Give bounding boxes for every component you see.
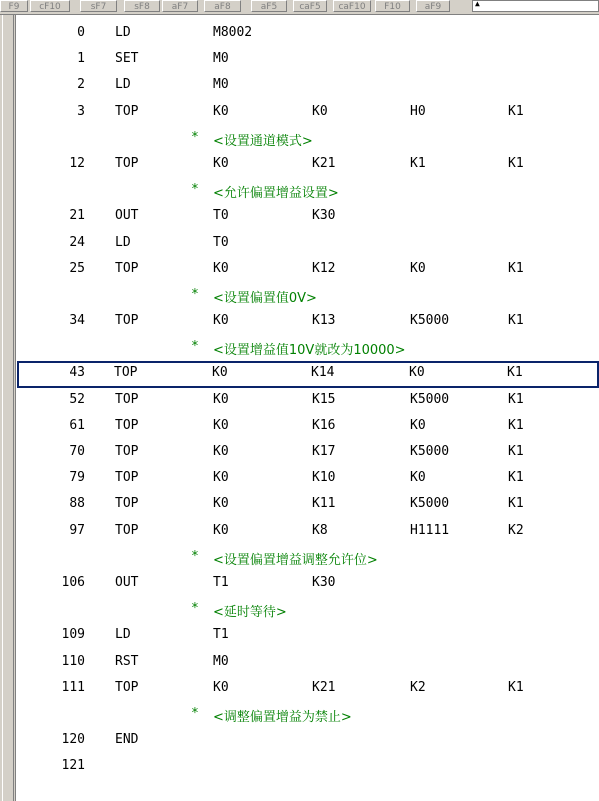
instruction-row[interactable] [18, 309, 599, 335]
operand-3: K0 [410, 417, 426, 433]
operand-3: K1 [410, 155, 426, 171]
operand-1: K0 [213, 103, 229, 119]
operand-2: K21 [312, 679, 336, 695]
operand-2: K21 [312, 155, 336, 171]
instruction-row[interactable] [18, 754, 599, 780]
step-number: 25 [69, 260, 85, 276]
operand-4: K1 [508, 313, 524, 329]
comment-row[interactable] [18, 702, 599, 728]
operand-4: K1 [507, 365, 523, 381]
operand-1: K0 [213, 417, 229, 433]
comment-row[interactable] [18, 178, 599, 204]
operand-3: H1111 [410, 522, 450, 538]
fkey-button-f9[interactable]: F9 [0, 0, 28, 12]
fkey-button-af8[interactable]: aF8 [204, 0, 241, 12]
operand-1: K0 [213, 260, 229, 276]
instruction-mnemonic: TOP [115, 522, 139, 538]
step-number: 79 [69, 470, 85, 486]
operand-1: M0 [213, 77, 229, 93]
instruction-mnemonic: OUT [115, 208, 139, 224]
fkey-button-caf10[interactable]: caF10 [333, 0, 371, 12]
comment-row[interactable] [18, 545, 599, 571]
operand-2: K8 [312, 522, 328, 538]
instruction-mnemonic: END [115, 732, 139, 748]
operand-3: K0 [409, 365, 425, 381]
operand-1: K0 [213, 444, 229, 459]
fkey-button-caf5[interactable]: caF5 [293, 0, 327, 12]
step-number: 106 [61, 574, 85, 590]
operand-3: K5000 [410, 444, 450, 459]
comment-text: <延时等待> [213, 605, 287, 621]
instruction-row[interactable] [18, 21, 599, 47]
operand-4: K1 [508, 679, 524, 695]
instruction-row[interactable] [18, 623, 599, 649]
instruction-row[interactable] [18, 152, 599, 178]
step-number: 12 [69, 155, 85, 171]
operand-2: K17 [312, 444, 336, 459]
comment-text: <允许偏置增益设置> [213, 186, 339, 202]
operand-3: K2 [410, 679, 426, 695]
operand-2: K30 [312, 208, 336, 224]
comment-text: <设置偏置增益调整允许位> [213, 552, 378, 568]
comment-text: <调整偏置增益为禁止> [213, 709, 352, 725]
comment-text: <设置偏置值0V> [213, 290, 317, 306]
instruction-mnemonic: TOP [115, 417, 139, 433]
comment-marker: * [191, 286, 199, 302]
operand-1: T1 [213, 627, 229, 643]
operand-2: K10 [312, 470, 336, 486]
operand-3: K0 [410, 260, 426, 276]
operand-2: K0 [312, 103, 328, 119]
fkey-button-sf8[interactable]: sF8 [124, 0, 160, 12]
operand-1: K0 [212, 365, 228, 381]
instruction-row[interactable] [18, 414, 599, 440]
step-number: 52 [69, 391, 85, 407]
step-number: 88 [69, 496, 85, 512]
instruction-mnemonic: SET [115, 51, 139, 67]
instruction-row[interactable] [18, 257, 599, 283]
instruction-mnemonic: TOP [115, 391, 139, 407]
operand-1: K0 [213, 679, 229, 695]
comment-row[interactable] [18, 126, 599, 152]
operand-1: K0 [213, 522, 229, 538]
operand-2: K11 [312, 496, 336, 512]
comment-marker: * [191, 601, 199, 617]
comment-text: <设置增益值10V就改为10000> [213, 343, 406, 359]
operand-4: K1 [508, 391, 524, 407]
step-number: 34 [69, 313, 85, 329]
operand-1: K0 [213, 470, 229, 486]
fkey-button-cf10[interactable]: cF10 [30, 0, 70, 12]
instruction-row[interactable] [18, 440, 599, 466]
operand-2: K16 [312, 417, 336, 433]
step-number: 70 [69, 444, 85, 459]
comment-marker: * [191, 339, 199, 355]
step-number: 110 [61, 653, 85, 669]
selected-instruction-row[interactable] [17, 361, 599, 387]
fkey-button-af5[interactable]: aF5 [251, 0, 287, 12]
operand-3: K5000 [410, 313, 450, 329]
comment-row[interactable] [18, 335, 599, 361]
instruction-mnemonic: LD [115, 627, 131, 643]
step-number: 97 [69, 522, 85, 538]
step-number: 121 [61, 758, 85, 774]
instruction-mnemonic: LD [115, 25, 131, 40]
operand-4: K1 [508, 260, 524, 276]
instruction-row[interactable] [18, 492, 599, 518]
operand-1: K0 [213, 155, 229, 171]
instruction-mnemonic: LD [115, 77, 131, 93]
step-number: 24 [69, 234, 85, 250]
step-number: 1 [77, 51, 85, 67]
instruction-mnemonic: TOP [115, 260, 139, 276]
step-number: 111 [61, 679, 85, 695]
instruction-row[interactable] [18, 650, 599, 676]
instruction-row[interactable] [18, 100, 599, 126]
operand-1: K0 [213, 391, 229, 407]
operand-4: K1 [508, 444, 524, 459]
operand-4: K1 [508, 417, 524, 433]
instruction-mnemonic: LD [115, 234, 131, 250]
step-number: 0 [77, 25, 85, 40]
operand-1: T1 [213, 574, 229, 590]
instruction-mnemonic: TOP [115, 155, 139, 171]
step-number: 3 [77, 103, 85, 119]
operand-2: K30 [312, 574, 336, 590]
operand-3: K5000 [410, 391, 450, 407]
instruction-row[interactable] [18, 571, 599, 597]
operand-2: K12 [312, 260, 336, 276]
operand-1: T0 [213, 208, 229, 224]
operand-2: K13 [312, 313, 336, 329]
operand-1: M0 [213, 51, 229, 67]
operand-1: K0 [213, 313, 229, 329]
step-number: 120 [61, 732, 85, 748]
instruction-row[interactable] [18, 728, 599, 754]
fkey-button-sf7[interactable]: sF7 [80, 0, 117, 12]
instruction-row[interactable] [18, 466, 599, 492]
instruction-mnemonic: TOP [115, 103, 139, 119]
fkey-button-af7[interactable]: aF7 [162, 0, 198, 12]
comment-marker: * [191, 705, 199, 721]
step-number: 21 [69, 208, 85, 224]
fkey-button-af9[interactable]: aF9 [416, 0, 450, 12]
instruction-row[interactable] [18, 204, 599, 230]
instruction-mnemonic: TOP [115, 444, 139, 459]
comment-row[interactable] [18, 597, 599, 623]
toolbar-dropdown[interactable] [472, 0, 599, 12]
step-number: 2 [77, 77, 85, 93]
instruction-mnemonic: TOP [115, 313, 139, 329]
instruction-row[interactable] [18, 73, 599, 99]
instruction-row[interactable] [18, 47, 599, 73]
comment-text: <设置通道模式> [213, 133, 313, 149]
left-gutter [0, 15, 16, 801]
gutter-bar [2, 15, 14, 801]
instruction-mnemonic: OUT [115, 574, 139, 590]
instruction-row[interactable] [18, 676, 599, 702]
dropdown-arrow-icon: ▲ [475, 0, 480, 8]
operand-3: K0 [410, 470, 426, 486]
operand-4: K1 [508, 155, 524, 171]
step-number: 109 [61, 627, 85, 643]
operand-1: T0 [213, 234, 229, 250]
fkey-button-f10[interactable]: F10 [375, 0, 410, 12]
operand-3: H0 [410, 103, 426, 119]
instruction-row[interactable] [18, 519, 599, 545]
step-number: 43 [69, 365, 85, 381]
operand-1: M8002 [213, 25, 253, 40]
instruction-list[interactable] [18, 21, 599, 780]
operand-1: M0 [213, 653, 229, 669]
instruction-row[interactable] [18, 388, 599, 414]
operand-2: K15 [312, 391, 336, 407]
instruction-mnemonic: TOP [115, 496, 139, 512]
comment-row[interactable] [18, 283, 599, 309]
operand-4: K1 [508, 496, 524, 512]
operand-4: K1 [508, 470, 524, 486]
comment-marker: * [191, 182, 199, 198]
operand-4: K1 [508, 103, 524, 119]
operand-4: K2 [508, 522, 524, 538]
operand-3: K5000 [410, 496, 450, 512]
instruction-mnemonic: TOP [115, 470, 139, 486]
instruction-row[interactable] [18, 231, 599, 257]
comment-marker: * [191, 129, 199, 145]
instruction-mnemonic: RST [115, 653, 139, 669]
comment-marker: * [191, 548, 199, 564]
operand-2: K14 [311, 365, 335, 381]
step-number: 61 [69, 417, 85, 433]
instruction-mnemonic: TOP [114, 365, 138, 381]
instruction-mnemonic: TOP [115, 679, 139, 695]
operand-1: K0 [213, 496, 229, 512]
